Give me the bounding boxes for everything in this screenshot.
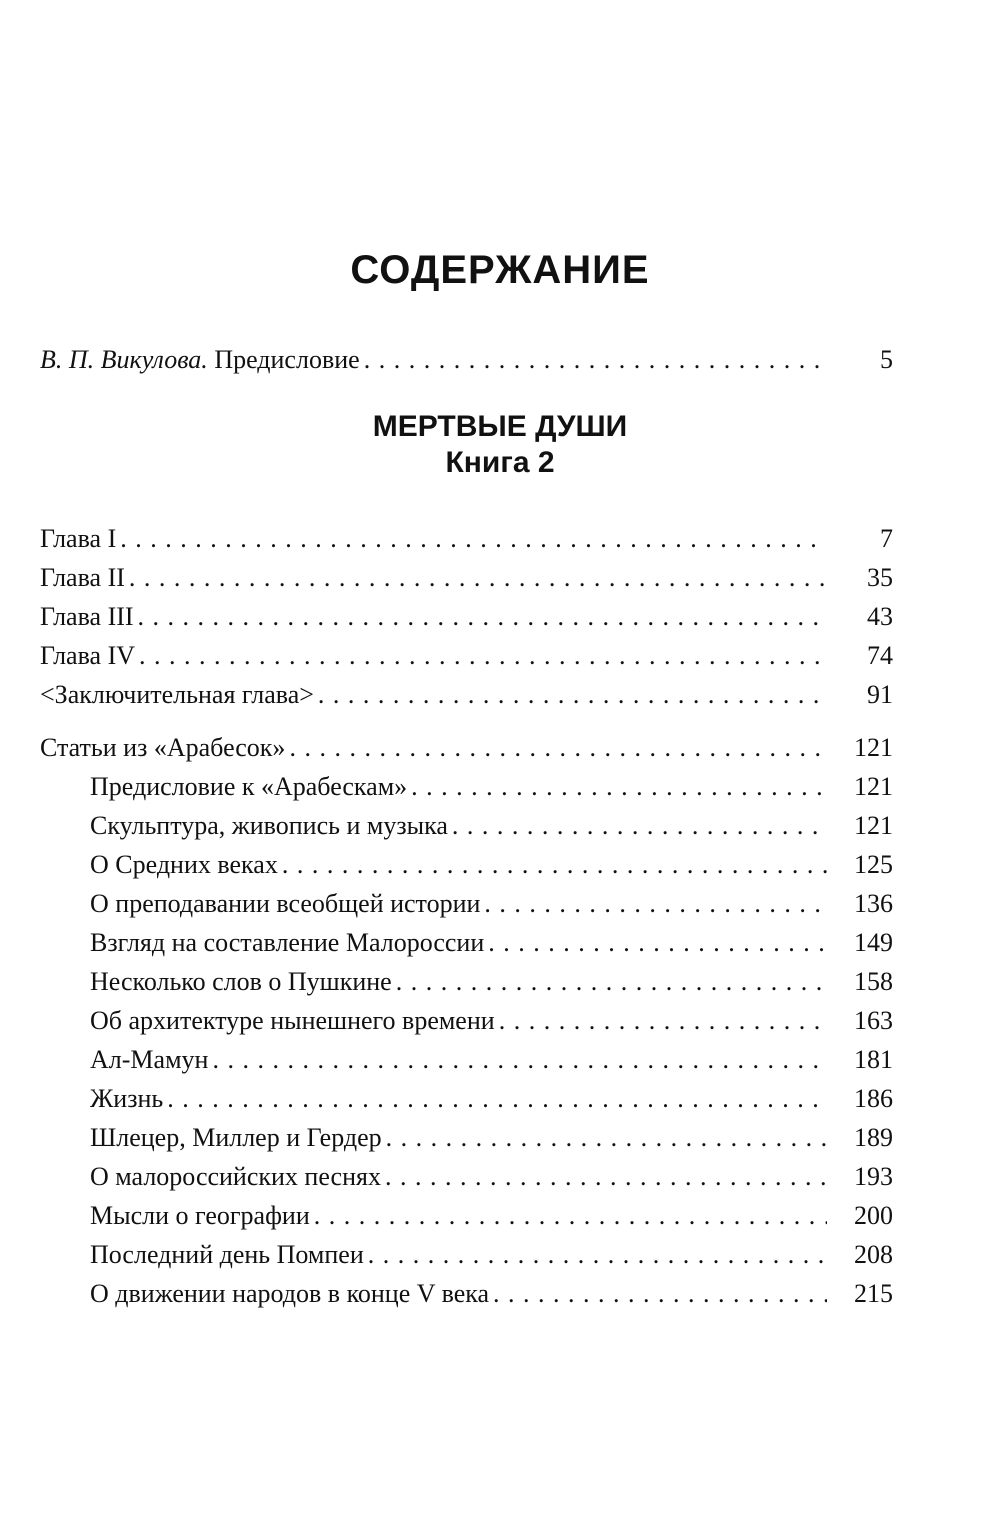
dot-leader xyxy=(314,1197,827,1235)
toc-page-number: 186 xyxy=(854,1084,893,1113)
toc-entry-preface xyxy=(40,341,893,379)
dot-leader xyxy=(396,963,827,1001)
dot-leader xyxy=(282,846,827,884)
toc-entry-label: О движении народов в конце V века xyxy=(90,1279,490,1308)
toc-subentry xyxy=(90,1041,893,1079)
toc-entry-author: В. П. Викулова. xyxy=(40,345,208,374)
dot-leader xyxy=(138,598,827,636)
toc-page-number: 200 xyxy=(854,1201,893,1230)
dot-leader xyxy=(289,729,827,767)
toc-entry-label: Мысли о географии xyxy=(90,1201,310,1230)
toc-subentry xyxy=(90,924,893,962)
toc-entry-label: Глава IV xyxy=(40,641,135,670)
dot-leader xyxy=(120,520,827,558)
page-title: СОДЕРЖАНИЕ xyxy=(350,248,650,292)
toc-entry-label: <Заключительная глава> xyxy=(40,680,314,709)
section-heading: МЕРТВЫЕ ДУШИ xyxy=(372,410,628,443)
toc-entry-label: Об архитектуре нынешнего времени xyxy=(90,1006,495,1035)
toc-entry-label: О малороссийских песнях xyxy=(90,1162,381,1191)
toc-entry-label: Глава I xyxy=(40,524,117,553)
toc-subentry xyxy=(90,1002,893,1040)
toc-page-number: 189 xyxy=(854,1123,893,1152)
toc-page-number: 35 xyxy=(867,563,893,592)
toc-page-number: 158 xyxy=(854,967,893,996)
toc-page-number: 5 xyxy=(880,345,893,374)
toc-entry xyxy=(40,559,893,597)
toc-entry-label: Статьи из «Арабесок» xyxy=(40,733,286,762)
toc-entry-label: Глава III xyxy=(40,602,134,631)
toc-entry-label: Глава II xyxy=(40,563,125,592)
toc-page-number: 193 xyxy=(854,1162,893,1191)
toc-subentry xyxy=(90,963,893,1001)
toc-page-number: 7 xyxy=(880,524,893,553)
dot-leader xyxy=(499,1002,827,1040)
dot-leader xyxy=(386,1119,827,1157)
toc-subentry xyxy=(90,885,893,923)
toc-page-number: 43 xyxy=(867,602,893,631)
toc-page-number: 125 xyxy=(854,850,893,879)
toc-entry xyxy=(40,676,893,714)
toc-entry-label: Жизнь xyxy=(90,1084,164,1113)
toc-entry-label: Последний день Помпеи xyxy=(90,1240,364,1269)
toc-entry xyxy=(40,637,893,675)
toc-entry-label: Скульптура, живопись и музыка xyxy=(90,811,448,840)
toc-page-number: 208 xyxy=(854,1240,893,1269)
toc-entry-label: Ал-Мамун xyxy=(90,1045,209,1074)
toc-entry-label: О Средних веках xyxy=(90,850,278,879)
toc-subentry xyxy=(90,1119,893,1157)
toc-entry xyxy=(40,598,893,636)
toc-page-number: 163 xyxy=(854,1006,893,1035)
toc-subentry xyxy=(90,1236,893,1274)
toc-page-number: 215 xyxy=(854,1279,893,1308)
toc-page-number: 121 xyxy=(854,733,893,762)
toc-entry xyxy=(40,520,893,558)
dot-leader xyxy=(212,1041,827,1079)
toc-page-number: 74 xyxy=(867,641,893,670)
dot-leader xyxy=(493,1275,827,1313)
toc-subentry xyxy=(90,807,893,845)
toc-page-number: 91 xyxy=(867,680,893,709)
toc-subentry xyxy=(90,1275,893,1313)
toc-entry-label: Взгляд на составление Малороссии xyxy=(90,928,485,957)
toc-page-number: 136 xyxy=(854,889,893,918)
section-subheading: Книга 2 xyxy=(445,446,555,479)
toc-subentry xyxy=(90,1197,893,1235)
toc-entry-label: Предисловие к «Арабескам» xyxy=(90,772,408,801)
toc-subentry xyxy=(90,1158,893,1196)
toc-entry-label: О преподавании всеобщей истории xyxy=(90,889,481,918)
toc-page-number: 149 xyxy=(854,928,893,957)
dot-leader xyxy=(484,885,827,923)
toc-entry-label: Несколько слов о Пушкине xyxy=(90,967,392,996)
toc-subentry xyxy=(90,1080,893,1118)
dot-leader xyxy=(318,676,827,714)
dot-leader xyxy=(364,341,827,379)
toc-entry-label: Шлецер, Миллер и Гердер xyxy=(90,1123,382,1152)
dot-leader xyxy=(139,637,827,675)
toc-page-number: 121 xyxy=(854,772,893,801)
dot-leader xyxy=(488,924,827,962)
dot-leader xyxy=(411,768,827,806)
toc-entry-articles xyxy=(40,729,893,767)
dot-leader xyxy=(129,559,827,597)
dot-leader xyxy=(452,807,827,845)
toc-entry-label: В. П. Викулова. Предисловие xyxy=(40,345,360,374)
dot-leader xyxy=(167,1080,827,1118)
toc-page-number: 181 xyxy=(854,1045,893,1074)
toc-subentry xyxy=(90,768,893,806)
dot-leader xyxy=(368,1236,827,1274)
toc-page-number: 121 xyxy=(854,811,893,840)
toc-subentry xyxy=(90,846,893,884)
dot-leader xyxy=(385,1158,827,1196)
